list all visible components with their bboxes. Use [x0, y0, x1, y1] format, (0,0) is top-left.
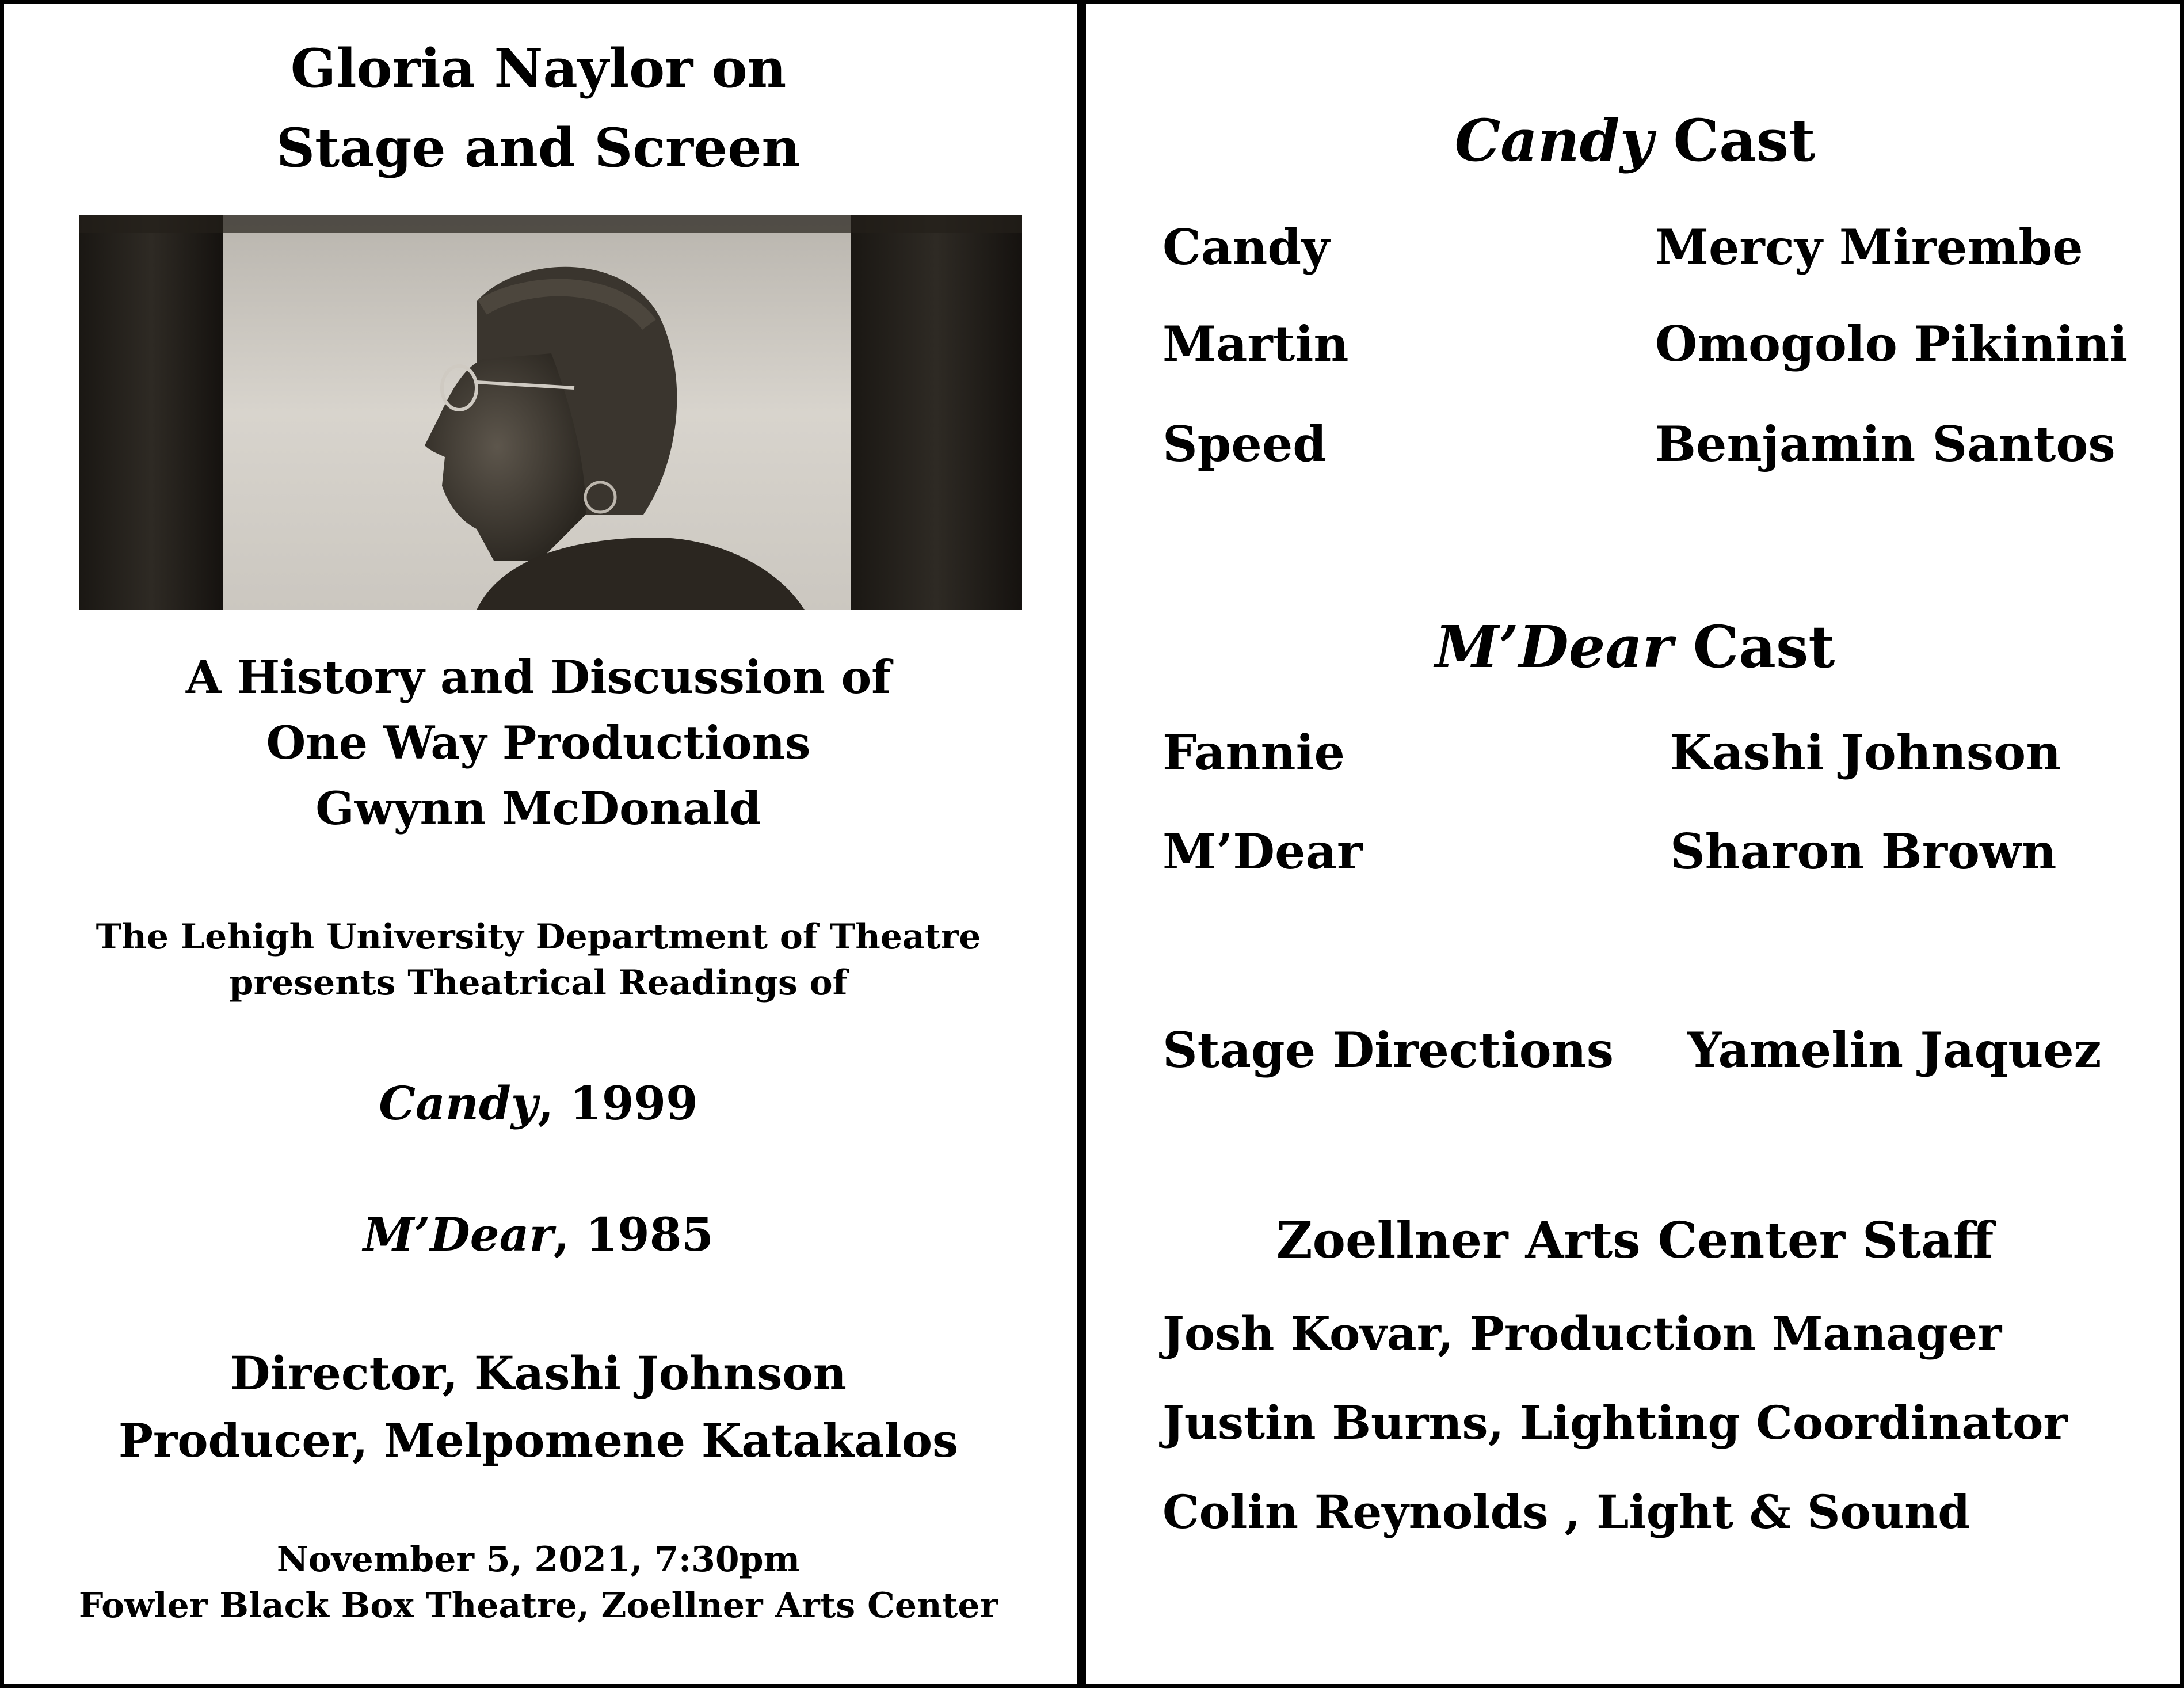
- candy-cast-heading: [1086, 106, 2184, 174]
- play-year: , 1999: [538, 1076, 698, 1130]
- director-credit: Director, Kashi Johnson: [230, 1346, 847, 1400]
- speaker-name: Gwynn McDonald: [315, 782, 761, 835]
- event-subtitle: [0, 645, 1077, 841]
- presenter-line: The Lehigh University Department of Theatre: [96, 917, 981, 957]
- left-panel: [0, 0, 1077, 1688]
- staff-member: Colin Reynolds , Light & Sound: [1162, 1485, 1970, 1539]
- staff-member: Justin Burns, Lighting Coordinator: [1162, 1396, 2068, 1450]
- staff-member: Josh Kovar, Production Manager: [1162, 1306, 2002, 1361]
- panel-divider: [1077, 0, 1086, 1688]
- heading-play-title: Candy: [1454, 106, 1653, 174]
- play-candy: [0, 1076, 1077, 1130]
- title-line: Gloria Naylor on: [290, 37, 787, 100]
- play-year: , 1985: [553, 1207, 714, 1262]
- event-date: November 5, 2021, 7:30pm: [276, 1540, 801, 1580]
- subtitle-line: One Way Productions: [266, 716, 811, 769]
- right-panel: [1086, 0, 2184, 1688]
- cast-actor: Kashi Johnson: [1670, 724, 2061, 781]
- presenter-line: presents Theatrical Readings of: [229, 963, 848, 1003]
- cast-role: Fannie: [1162, 724, 1345, 781]
- play-title: M’Dear: [363, 1207, 554, 1262]
- subtitle-line: A History and Discussion of: [185, 650, 891, 704]
- producer-credit: Producer, Melpomene Katakalos: [118, 1413, 959, 1468]
- cast-actor: Benjamin Santos: [1655, 416, 2116, 473]
- cast-actor: Mercy Mirembe: [1655, 219, 2083, 276]
- cast-actor: Omogolo Pikinini: [1655, 315, 2128, 372]
- mdear-cast-heading: [1086, 613, 2184, 681]
- heading-play-title: M’Dear: [1435, 613, 1673, 681]
- event-date-venue: [0, 1537, 1077, 1629]
- cast-actor: Sharon Brown: [1670, 823, 2057, 880]
- cast-role: Candy: [1162, 219, 1329, 276]
- play-mdear: [0, 1207, 1077, 1262]
- event-venue: Fowler Black Box Theatre, Zoellner Arts Center: [78, 1586, 998, 1626]
- title-line: Stage and Screen: [276, 116, 801, 179]
- cast-role: M’Dear: [1162, 823, 1363, 880]
- heading-cast-word: Cast: [1672, 613, 1835, 681]
- play-title: Candy: [379, 1076, 538, 1130]
- staff-heading: Zoellner Arts Center Staff: [1276, 1211, 1994, 1270]
- cast-role: Martin: [1162, 315, 1349, 372]
- stage-directions-actor: Yamelin Jaquez: [1687, 1022, 2102, 1079]
- portrait-photo: [79, 215, 1022, 610]
- stage-directions-role: Stage Directions: [1162, 1022, 1614, 1079]
- cast-role: Speed: [1162, 416, 1327, 473]
- production-credits: [0, 1340, 1077, 1474]
- presenter-text: [0, 914, 1077, 1006]
- heading-cast-word: Cast: [1653, 106, 1816, 174]
- program-title: [0, 29, 1077, 188]
